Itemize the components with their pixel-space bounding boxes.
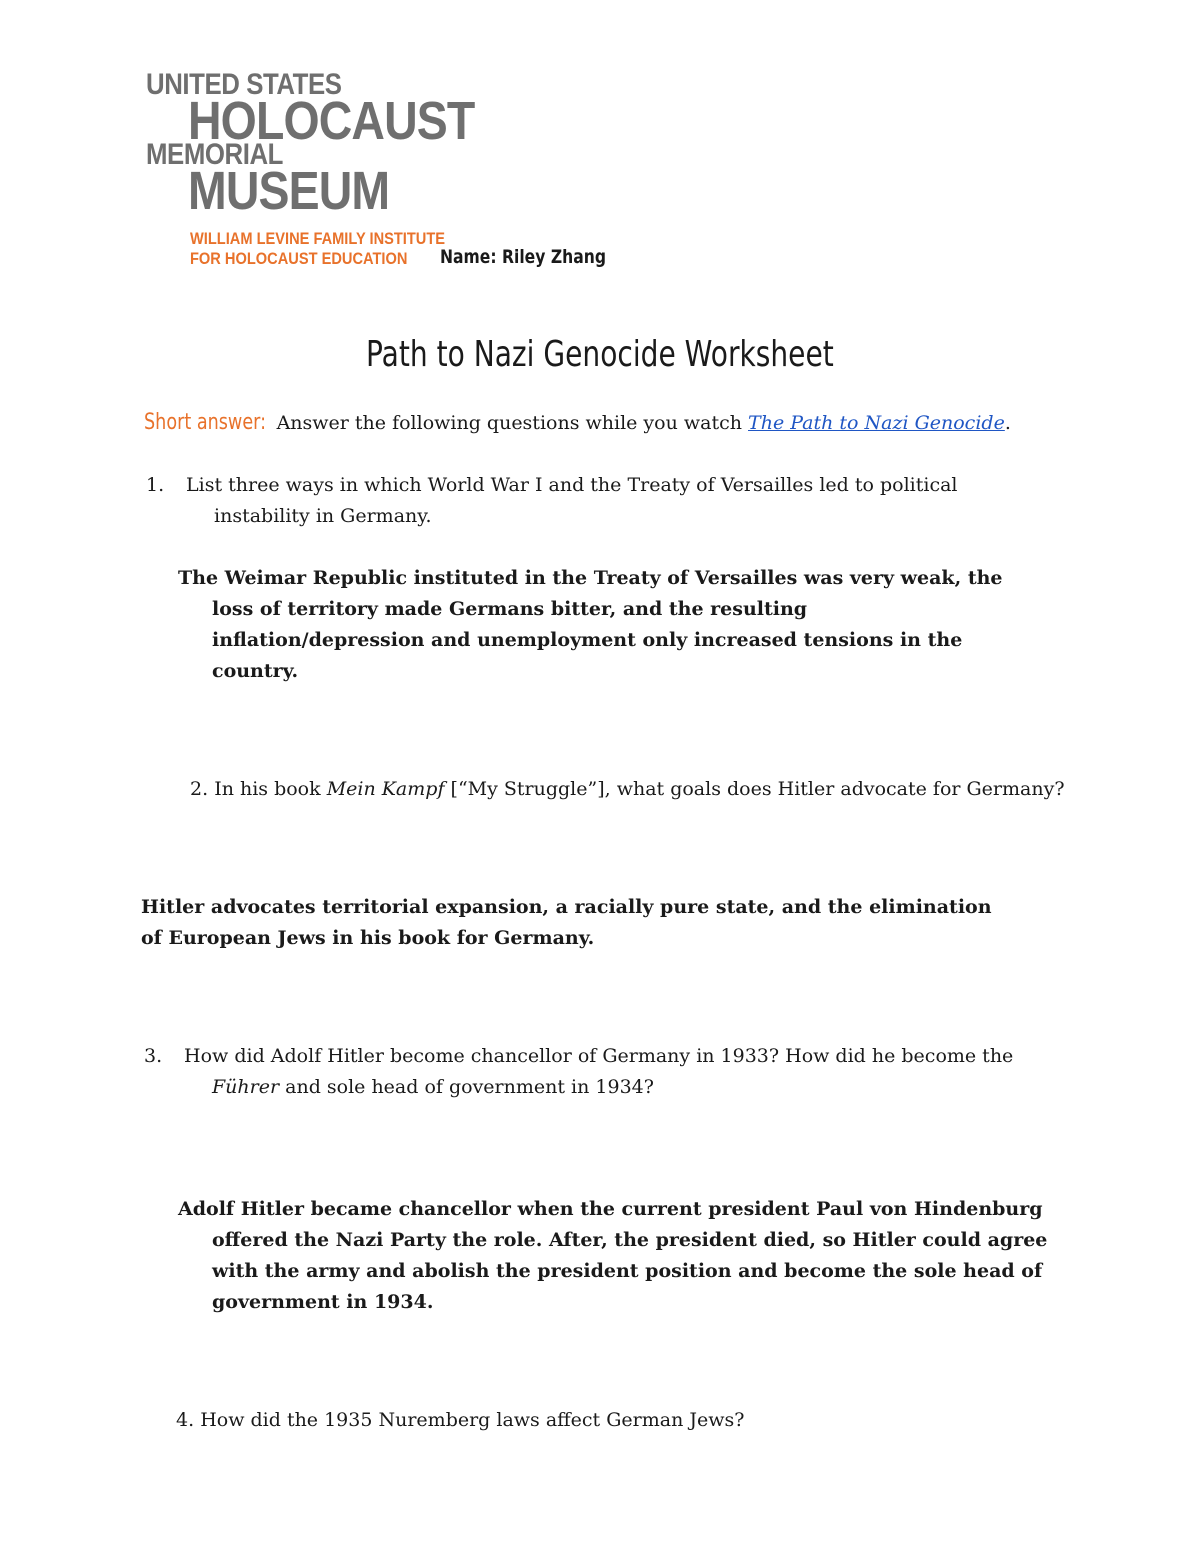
instructions-text: Answer the following questions while you watch: [276, 412, 742, 434]
question-3-fuhrer: Führer: [212, 1076, 280, 1098]
worksheet-title-text: Path to Nazi Genocide Worksheet: [366, 334, 834, 375]
instructions: [144, 410, 1011, 435]
question-1-text: List three ways in which World War I and the Treaty of Versailles led to political instability in Germany.: [186, 474, 958, 527]
logo-line-memorial: MEMORIAL: [146, 138, 284, 171]
instructions-period: .: [1004, 412, 1011, 434]
question-4-number: 4.: [176, 1409, 195, 1431]
logo-line-united-states: UNITED STATES: [146, 68, 342, 101]
logo-education-line: FOR HOLOCAUST EDUCATION: [190, 249, 408, 268]
question-2-text-after: [“My Struggle”], what goals does Hitler advocate for Germany?: [450, 778, 1065, 800]
question-3-text-part2: and sole head of government in 1934?: [285, 1076, 654, 1098]
question-3: 3. How did Adolf Hitler become chancellor of Germany in 1933? How did he become the Führer and sole head of government in 1934?: [144, 1045, 1014, 1098]
question-2-book-title: Mein Kampf: [326, 778, 445, 800]
question-1: 1. List three ways in which World War I and the Treaty of Versailles led to political instability in Germany.: [146, 474, 958, 527]
student-name: Name: Riley Zhang: [440, 246, 606, 268]
logo-line-museum: MUSEUM: [188, 161, 390, 221]
short-answer-label: Short answer:: [144, 410, 267, 435]
logo-institute-line: WILLIAM LEVINE FAMILY INSTITUTE: [190, 229, 446, 248]
worksheet-title: [0, 334, 1200, 375]
question-2: [190, 774, 1190, 805]
answer-2: Hitler advocates territorial expansion, a racially pure state, and the elimination of European Jews in his book for Germany.: [141, 896, 992, 949]
question-2-text-before: In his book: [214, 778, 321, 800]
question-4: [176, 1405, 1076, 1436]
video-link[interactable]: The Path to Nazi Genocide: [748, 412, 1005, 434]
question-3-text-part1: How did Adolf Hitler become chancellor of Germany in 1933? How did he become the: [184, 1045, 1014, 1067]
answer-3: Adolf Hitler became chancellor when the current president Paul von Hindenburg offered the Nazi Party the role. After, the president died, so Hitler could agree with the army and abolish the president position and become the sole head of government in 1934.: [178, 1198, 1048, 1313]
question-4-text: How did the 1935 Nuremberg laws affect German Jews?: [200, 1409, 745, 1431]
question-2-number: 2.: [190, 778, 209, 800]
logo-line-holocaust: HOLOCAUST: [188, 91, 475, 151]
answer-1: The Weimar Republic instituted in the Treaty of Versailles was very weak, the loss of territory made Germans bitter, and the resulting inflation/depression and unemployment only increased tensions in the country.: [178, 567, 1003, 682]
